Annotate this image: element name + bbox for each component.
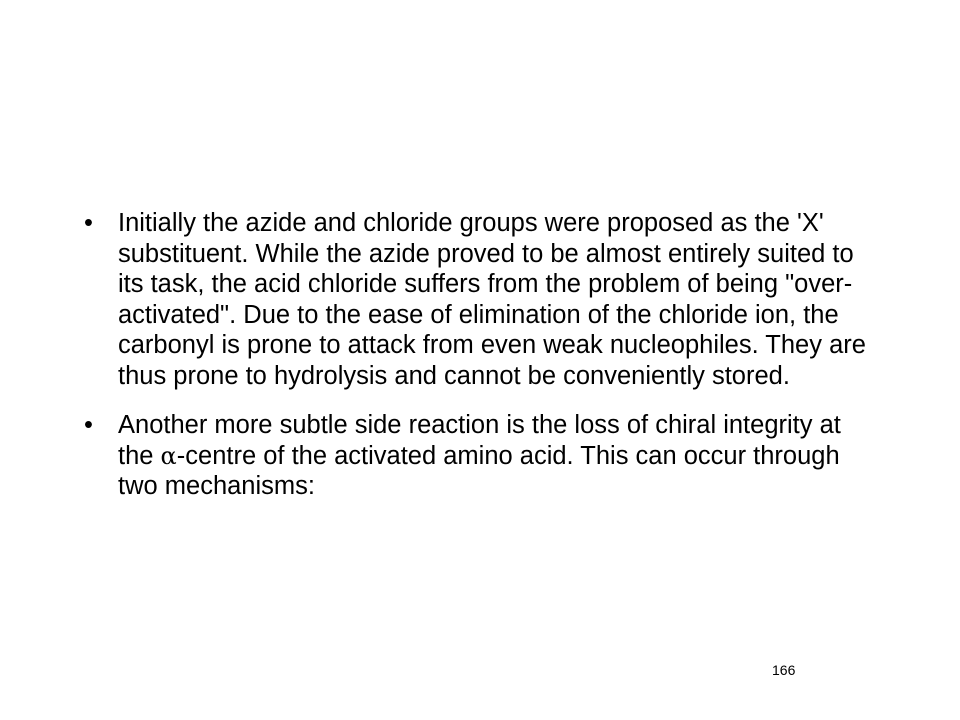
bullet-text: Initially the azide and chloride groups were proposed as the 'X' substituent. While the azide proved to be almost entirely suited to its task, the acid chloride suffers from the problem of being "over-activated". Due to the ease of elimination of the chloride ion, the carbonyl is prone to attack from even weak nucleophiles. They are thus prone to hydrolysis and cannot be conveniently stored. xyxy=(118,209,866,390)
bullet-text-part: -centre of the activated amino acid. This can occur through two mechanisms: xyxy=(118,441,840,500)
bullet-dot-icon: • xyxy=(84,209,93,237)
alpha-symbol: α xyxy=(160,441,177,470)
bullet-dot-icon: • xyxy=(84,411,93,439)
bullet-text-part: Another more subtle side reaction is the loss of chiral integrity at the xyxy=(118,411,841,470)
page-number: 166 xyxy=(772,662,796,678)
bullet-list xyxy=(84,208,874,521)
bullet-text xyxy=(118,411,841,500)
bullet-item xyxy=(84,208,874,391)
bullet-item xyxy=(84,410,874,502)
